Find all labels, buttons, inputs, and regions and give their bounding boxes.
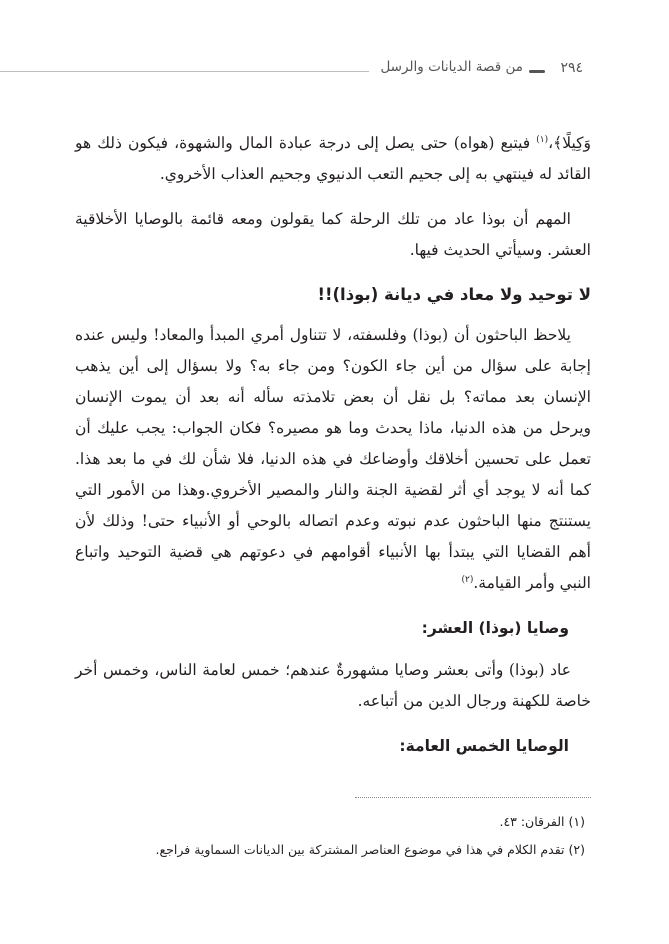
header-dash-ornament (529, 70, 545, 73)
section-heading-ten-precepts: وصايا (بوذا) العشر: (421, 619, 569, 637)
paragraph-4: عاد (بوذا) وأتى بعشر وصايا مشهورةٌ عندهم؛ خمس لعامة الناس، وخمس أخر خاصة للكهنة ورجال الدين من أتباعه. (75, 661, 591, 710)
page-header (0, 58, 669, 82)
header-rule (0, 71, 369, 72)
footnote-ref-2: (٢) (461, 574, 474, 585)
section-heading-five-general: الوصايا الخمس العامة: (399, 737, 569, 755)
footnotes (75, 808, 585, 864)
paragraph-2: المهم أن بوذا عاد من تلك الرحلة كما يقولون ومعه قائمة بالوصايا الأخلاقية العشر. وسيأتي الحديث فيها. (75, 210, 591, 259)
quran-verse-end: وَكِيلًا﴾، (548, 134, 591, 152)
footnote-2: (٢) تقدم الكلام في هذا في موضوع العناصر المشتركة بين الديانات السماوية فراجع. (155, 842, 585, 857)
paragraph-3-text: يلاحظ الباحثون أن (بوذا) وفلسفته، لا تتناول أمري المبدأ والمعاد! وليس عنده إجابة على سؤال من أين جاء الكون؟ ومن جاء به؟ ولا بسؤال إلى أين يذهب الإنسان بعد مماته؟ بل نقل أن بعض تلامذته سأله أنه بعد أن يموت الإنسان ويرحل من هذه الدنيا، ماذا يحدث وما هو مصيره؟ فكان الجواب: يجب عليك أن تعمل على تحسين أخلاقك وأوضاعك في هذه الدنيا، فلا شأن لك في ما بعد هذا. كما أنه لا يوجد أي أثر لقضية الجنة والنار والمصير الأخروي.وهذا من الأمور التي يستنتج منها الباحثون عدم نبوته وعدم اتصاله بالوحي أو الأنبياء حتى! وذلك لأن أهم القضايا التي يبتدأ بها الأنبياء أقوامهم في دعوتهم هي قضية التوحيد واتباع النبي وأمر القيامة. (75, 326, 591, 592)
running-title: من قصة الديانات والرسل (380, 59, 523, 75)
section-heading-no-tawhid: لا توحيد ولا معاد في ديانة (بوذا)!! (317, 285, 591, 304)
paragraph-1 (75, 128, 591, 190)
page-number: ٢٩٤ (560, 60, 583, 76)
footnote-1: (١) الفرقان: ٤٣. (499, 814, 585, 829)
paragraph-1-text: فيتبع (هواه) حتى يصل إلى درجة عبادة المال والشهوة، فيكون ذلك هو القائد له فينتهي به إلى جحيم التعب الدنيوي وجحيم العذاب الأخروي. (75, 134, 591, 183)
footnote-separator (355, 797, 591, 798)
paragraph-3 (75, 320, 591, 599)
footnote-ref-1: (١) (536, 134, 549, 145)
page-body (75, 128, 591, 761)
